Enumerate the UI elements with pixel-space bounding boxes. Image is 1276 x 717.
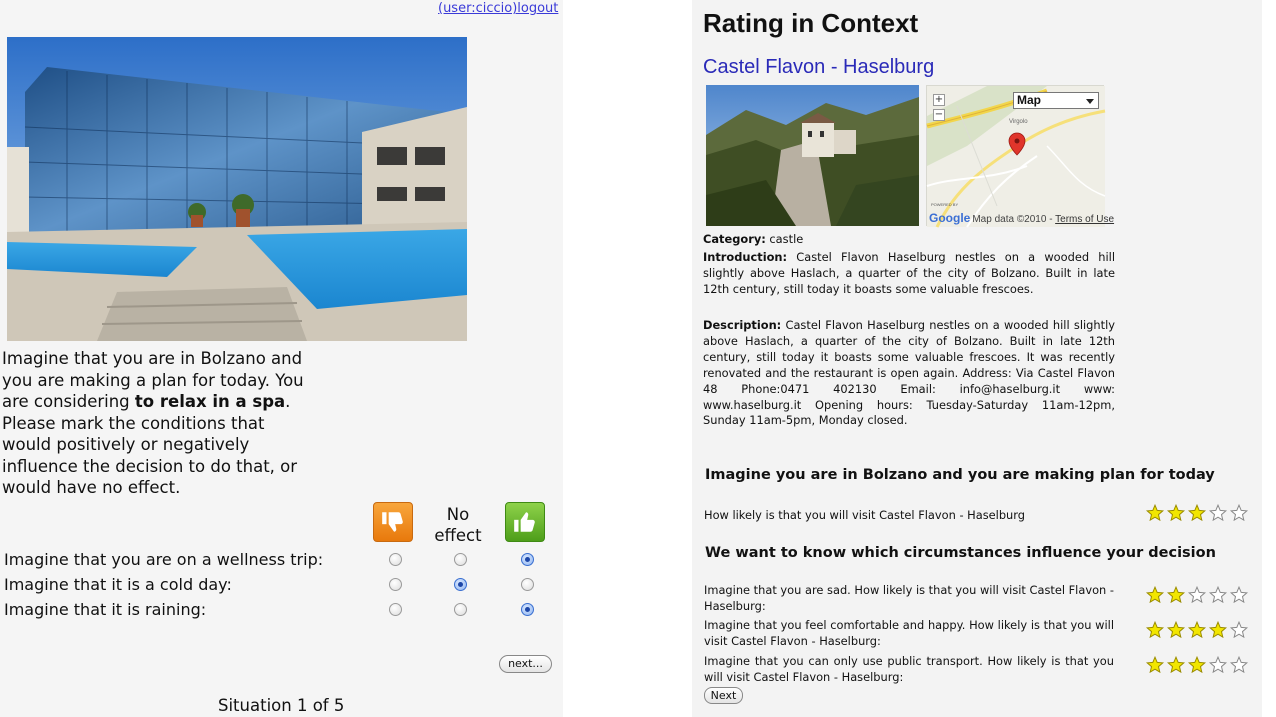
thumbs-up-icon [505, 502, 545, 542]
category-line: Category: castle [703, 232, 804, 246]
progress-indicator: Situation 1 of 5 [218, 696, 345, 715]
next-button[interactable]: Next [704, 687, 743, 704]
positive-radio[interactable] [521, 603, 534, 616]
no-effect-radio[interactable] [454, 578, 467, 591]
scenario-text: Imagine that you are in Bolzano and you are making a plan for today. You are considering to relax in a spa. Please mark the conditions that would positively or negatively influence the decision to do that, or would have no effect. [2, 349, 304, 497]
page-title: Rating in Context [703, 8, 919, 38]
map-powered-by: POWERED BY [931, 202, 959, 207]
no-effect-header: No effect [434, 505, 482, 545]
star-filled-icon[interactable] [1146, 504, 1164, 522]
negative-radio[interactable] [389, 578, 402, 591]
map-zoom-in-button[interactable]: + [934, 94, 944, 105]
star-empty-icon[interactable] [1230, 656, 1248, 674]
circumstances-heading: We want to know which circumstances influence your decision [705, 545, 1216, 561]
map-type-select[interactable]: Map [1013, 92, 1099, 109]
thumbs-down-icon [373, 502, 413, 542]
condition-row [4, 575, 564, 597]
negative-radio[interactable] [389, 553, 402, 566]
main-star-rating[interactable] [1146, 504, 1248, 522]
castle-photo [706, 85, 919, 226]
chevron-down-icon [1086, 99, 1094, 104]
context-star-rating[interactable] [1146, 621, 1248, 639]
plan-heading: Imagine you are in Bolzano and you are making plan for today [705, 467, 1215, 483]
star-empty-icon[interactable] [1209, 656, 1227, 674]
context-star-rating[interactable] [1146, 586, 1248, 604]
no-effect-radio[interactable] [454, 603, 467, 616]
scenario-activity: to relax in a spa [134, 392, 286, 411]
star-filled-icon[interactable] [1188, 621, 1206, 639]
next-button[interactable]: next... [499, 655, 552, 673]
no-effect-radio[interactable] [454, 553, 467, 566]
condition-label: Imagine that you are on a wellness trip: [4, 550, 324, 569]
star-empty-icon[interactable] [1209, 586, 1227, 604]
positive-radio[interactable] [521, 578, 534, 591]
map-zoom-out-button[interactable]: − [934, 109, 944, 120]
star-empty-icon[interactable] [1230, 586, 1248, 604]
context-question: Imagine that you feel comfortable and happy. How likely is that you will visit Castel Flavon - Haselburg: [704, 618, 1114, 648]
logout-link[interactable]: (user:ciccio)logout [438, 1, 559, 16]
place-name-link[interactable]: Castel Flavon - Haselburg [703, 56, 935, 78]
terms-of-use-link[interactable]: Terms of Use [1055, 214, 1115, 225]
star-empty-icon[interactable] [1230, 621, 1248, 639]
map-town-label: Virgolo [1009, 119, 1028, 125]
star-filled-icon[interactable] [1167, 504, 1185, 522]
condition-label: Imagine that it is a cold day: [4, 575, 232, 594]
star-empty-icon[interactable] [1209, 504, 1227, 522]
map-attribution: Google Map data ©2010 - Terms of Use [929, 211, 1115, 225]
context-question: Imagine that you can only use public transport. How likely is that you will visit Castel Flavon - Haselburg: [704, 654, 1114, 684]
star-empty-icon[interactable] [1230, 504, 1248, 522]
star-filled-icon[interactable] [1146, 586, 1164, 604]
spa-survey-panel [0, 0, 563, 717]
star-filled-icon[interactable] [1167, 621, 1185, 639]
condition-row [4, 550, 564, 572]
google-logo: Google [929, 211, 971, 225]
context-star-rating[interactable] [1146, 656, 1248, 674]
context-question: Imagine that you are sad. How likely is that you will visit Castel Flavon - Haselburg: [704, 583, 1114, 613]
star-filled-icon[interactable] [1167, 656, 1185, 674]
star-filled-icon[interactable] [1209, 621, 1227, 639]
star-filled-icon[interactable] [1188, 504, 1206, 522]
rating-panel [692, 0, 1262, 717]
location-map[interactable] [926, 85, 1115, 226]
star-filled-icon[interactable] [1146, 621, 1164, 639]
introduction-paragraph: Introduction: Castel Flavon Haselburg nestles on a wooded hill slightly above Haslach, a quarter of the city of Bolzano. Built in late 12th century, still today it boasts some valuable frescoes. [703, 250, 1115, 296]
condition-row [4, 600, 564, 622]
spa-photo [7, 37, 467, 341]
positive-radio[interactable] [521, 553, 534, 566]
condition-label: Imagine that it is raining: [4, 600, 207, 619]
description-paragraph: Description: Castel Flavon Haselburg nestles on a wooded hill slightly above Haslach, a quarter of the city of Bolzano. Built in late 12th century, still today it boasts some valuable frescoes. It was recently renovated and the restaurant is open again. Address: Via Castel Flavon 48 Phone:0471 402130 Email: info@haselburg.it www: www.haselburg.it Opening hours: Tuesday-Saturday 11am-12pm, Sunday 11am-5pm, Monday closed. [703, 318, 1115, 428]
star-filled-icon[interactable] [1188, 656, 1206, 674]
main-question: How likely is that you will visit Castel Flavon - Haselburg [704, 508, 1025, 522]
star-filled-icon[interactable] [1146, 656, 1164, 674]
negative-radio[interactable] [389, 603, 402, 616]
star-empty-icon[interactable] [1188, 586, 1206, 604]
star-filled-icon[interactable] [1167, 586, 1185, 604]
